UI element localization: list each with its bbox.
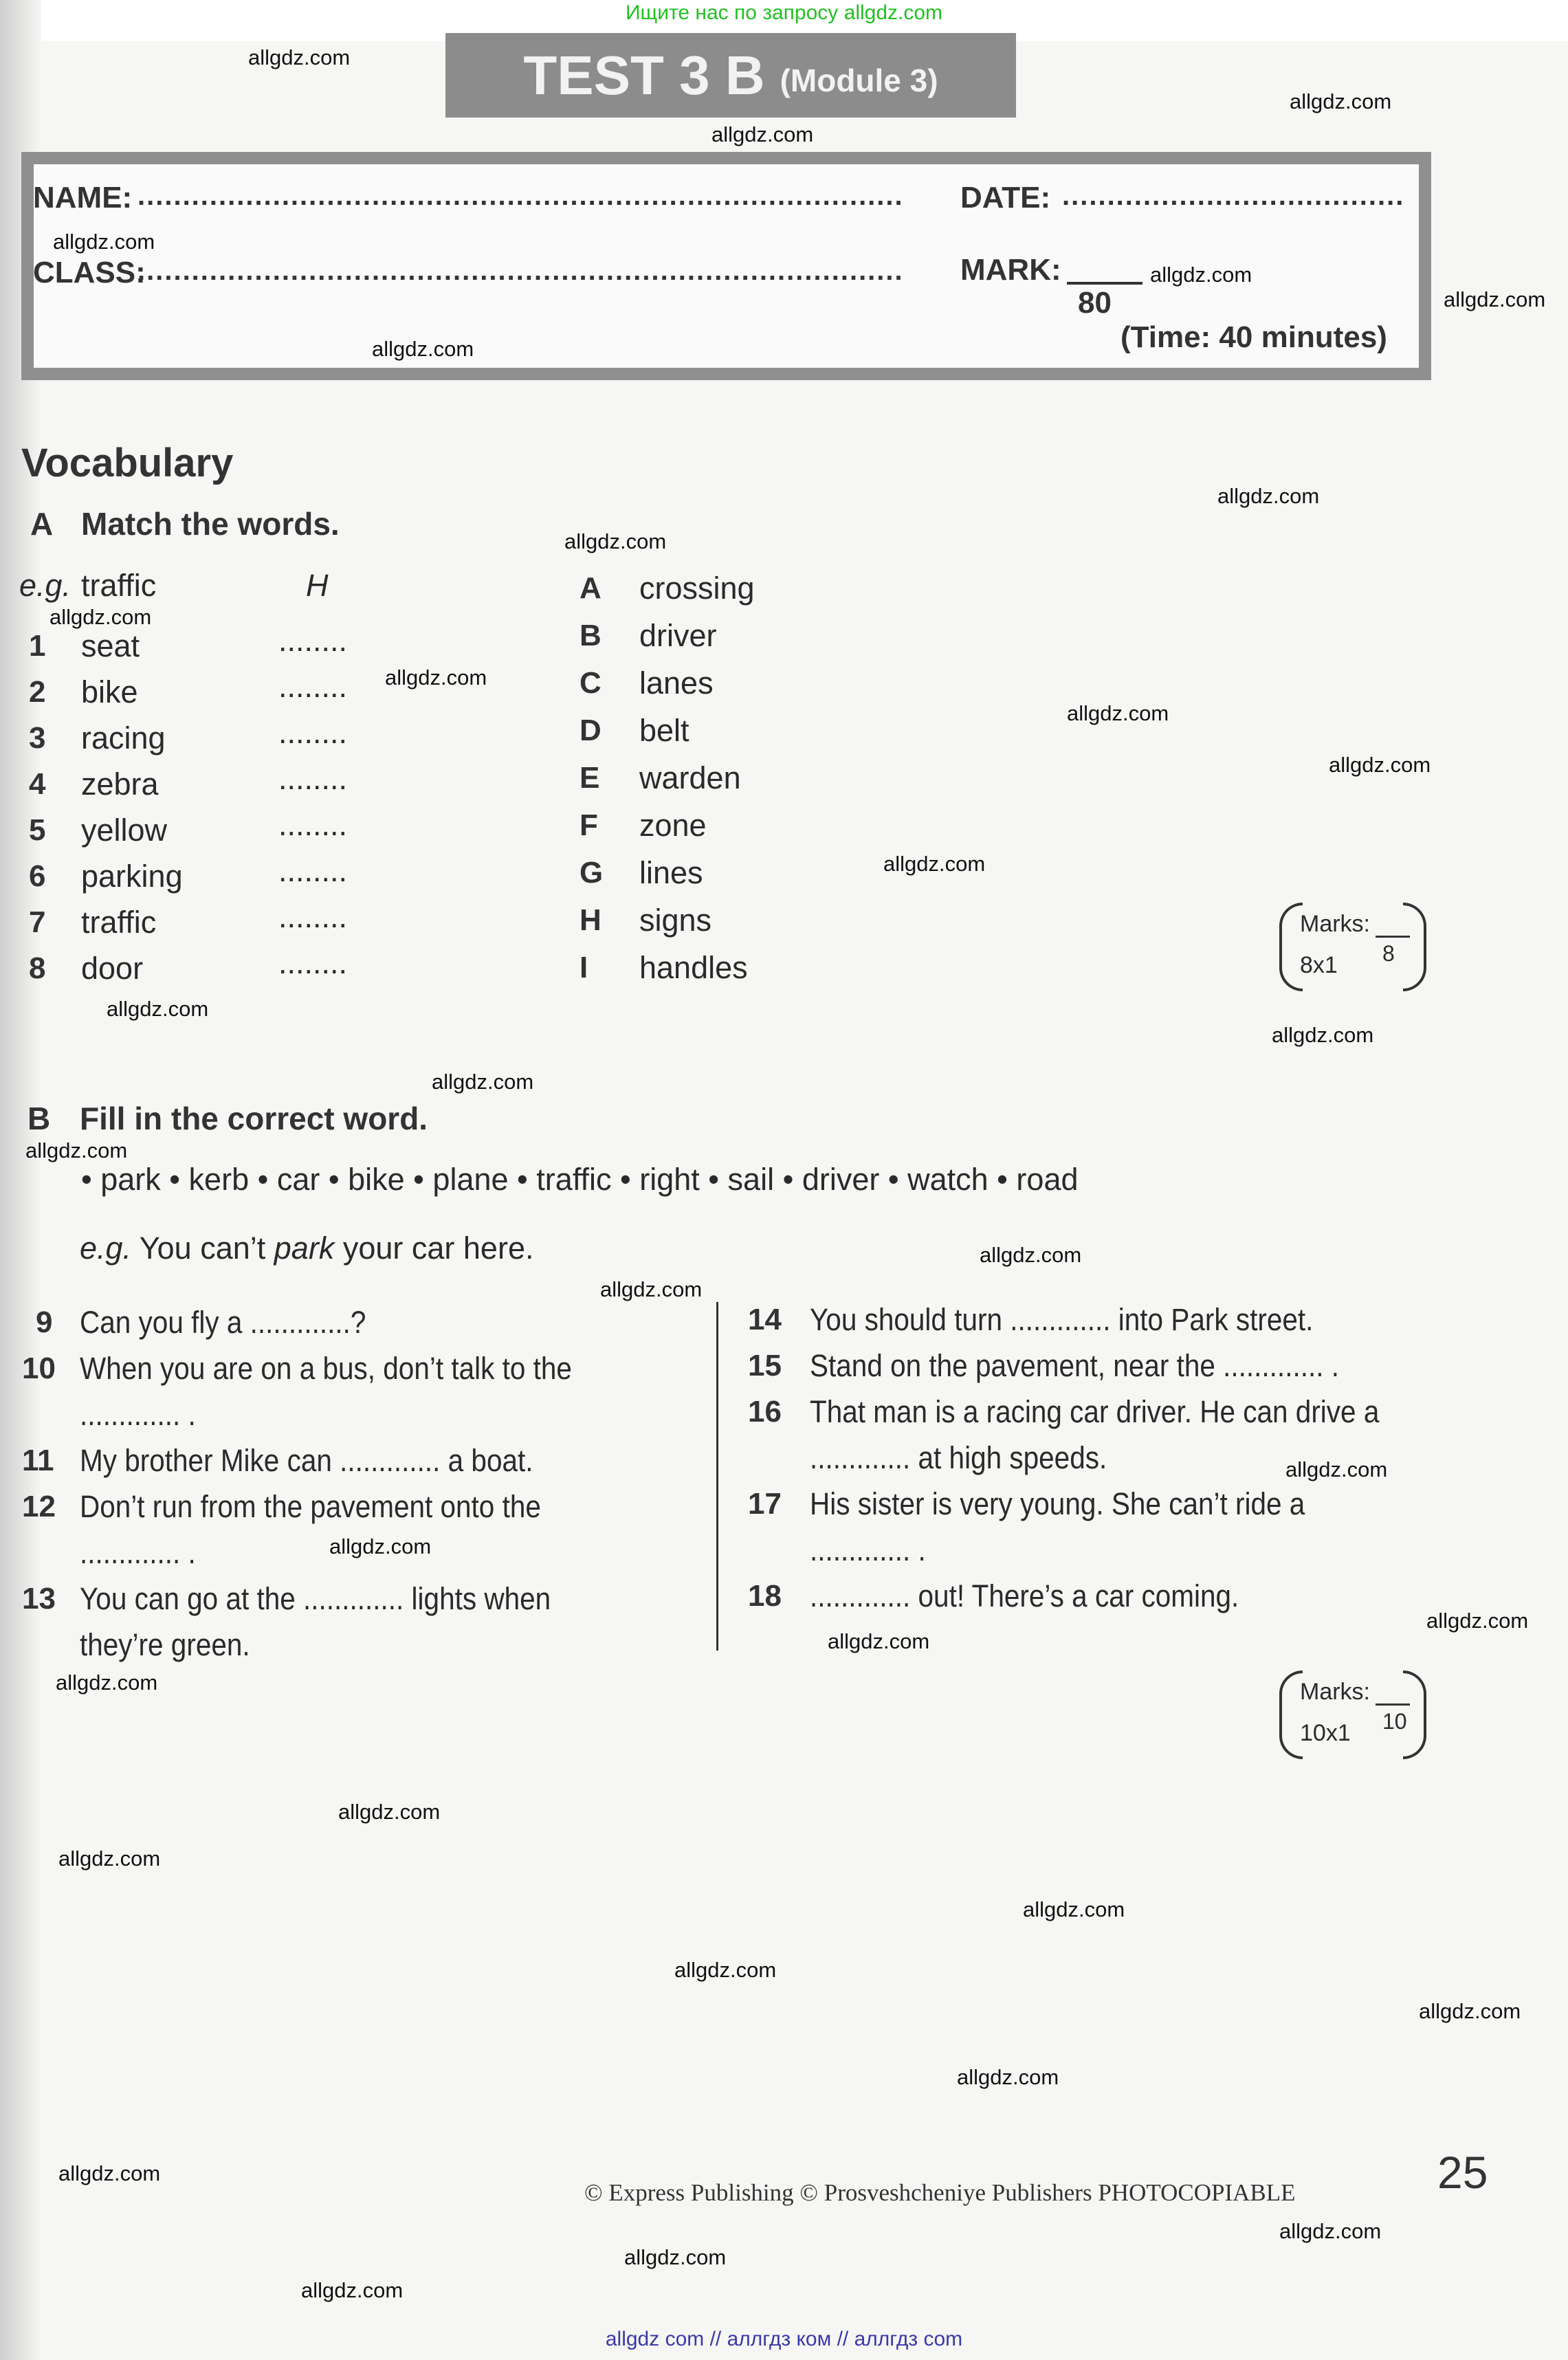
watermark: allgdz.com xyxy=(1067,701,1169,725)
watermark: allgdz.com xyxy=(564,529,667,553)
marks-total: 8 xyxy=(1382,941,1395,966)
task-a-letter: A xyxy=(30,506,54,542)
option-letter: B xyxy=(579,619,601,652)
example-word: traffic xyxy=(81,568,157,603)
option-word: lanes xyxy=(639,665,714,701)
watermark: allgdz.com xyxy=(107,997,209,1021)
question-text: You should turn ............. into Park street. xyxy=(810,1302,1314,1337)
watermark: allgdz.com xyxy=(25,1138,128,1162)
item-word: door xyxy=(81,951,144,986)
copyright: © Express Publishing © Prosveshcheniye Publishers PHOTOCOPIABLE xyxy=(584,2179,1296,2206)
watermark: allgdz.com xyxy=(1023,1897,1125,1921)
question-text: Can you fly a .............? xyxy=(80,1305,366,1340)
mark-line[interactable] xyxy=(1067,282,1142,285)
watermark: allgdz.com xyxy=(58,1846,161,1871)
question-number: 15 xyxy=(748,1349,782,1382)
item-word: yellow xyxy=(81,813,168,848)
watermark: allgdz.com xyxy=(1419,1999,1521,2023)
watermark: allgdz.com xyxy=(1329,753,1431,777)
option-word: handles xyxy=(639,950,748,985)
watermark: allgdz.com xyxy=(338,1800,441,1824)
task-b-letter: B xyxy=(27,1101,51,1136)
watermark: allgdz.com xyxy=(711,122,814,146)
module-label: (Module 3) xyxy=(780,62,938,98)
page-number: 25 xyxy=(1437,2147,1488,2198)
class-label: CLASS: xyxy=(33,256,146,289)
column-divider xyxy=(716,1302,718,1651)
marks-label: Marks: xyxy=(1300,1679,1370,1705)
watermark: allgdz.com xyxy=(624,2245,727,2269)
watermark: allgdz.com xyxy=(248,45,351,69)
answer-blank[interactable]: ........ xyxy=(278,945,348,980)
marks-box-b xyxy=(1279,1670,1426,1754)
option-word: warden xyxy=(639,760,741,795)
test-title: TEST 3 B xyxy=(523,44,765,106)
option-letter: F xyxy=(579,808,598,842)
question-text: His sister is very young. She can’t ride a xyxy=(810,1486,1305,1521)
option-letter: E xyxy=(579,761,600,795)
answer-blank[interactable]: ........ xyxy=(278,669,348,704)
example-label: e.g. xyxy=(80,1231,132,1266)
watermark: allgdz.com xyxy=(600,1277,703,1301)
item-number: 6 xyxy=(29,859,46,893)
option-letter: C xyxy=(579,666,601,700)
option-letter: I xyxy=(579,951,588,984)
marks-formula: 8x1 xyxy=(1300,952,1338,978)
question-text: When you are on a bus, don’t talk to the xyxy=(80,1351,572,1386)
item-number: 3 xyxy=(29,721,46,755)
watermark: allgdz.com xyxy=(980,1243,1082,1267)
item-word: racing xyxy=(81,720,166,756)
time-limit: (Time: 40 minutes) xyxy=(1120,320,1387,354)
task-a-instruction: Match the words. xyxy=(81,506,340,542)
watermark: allgdz.com xyxy=(1285,1457,1388,1481)
example-post: your car here. xyxy=(342,1231,534,1266)
paren-right xyxy=(1403,903,1426,991)
marks-line[interactable] xyxy=(1376,936,1410,938)
watermark: allgdz.com xyxy=(1150,263,1252,287)
question-text: ............. . xyxy=(810,1532,926,1567)
question-text: they’re green. xyxy=(80,1627,250,1662)
item-word: bike xyxy=(81,674,138,709)
option-letter: H xyxy=(579,903,601,937)
watermark: allgdz.com xyxy=(1217,484,1320,508)
watermark: allgdz.com xyxy=(329,1534,432,1558)
section-heading: Vocabulary xyxy=(21,441,234,485)
question-text: You can go at the ............. lights when xyxy=(80,1581,551,1616)
answer-blank[interactable]: ........ xyxy=(278,623,348,658)
question-text: ............. out! There’s a car coming. xyxy=(810,1578,1239,1613)
question-number: 12 xyxy=(22,1490,56,1523)
question-number: 11 xyxy=(22,1444,54,1477)
question-number: 14 xyxy=(748,1303,782,1336)
task-b-instruction: Fill in the correct word. xyxy=(80,1101,428,1136)
question-number: 16 xyxy=(748,1395,782,1429)
option-word: driver xyxy=(639,618,717,653)
item-word: zebra xyxy=(81,767,159,802)
item-number: 4 xyxy=(29,767,46,801)
test-title-banner xyxy=(445,33,1016,118)
option-word: lines xyxy=(639,855,703,890)
item-word: parking xyxy=(81,859,183,894)
watermark: allgdz.com xyxy=(1444,287,1546,311)
task-b-example xyxy=(80,1231,533,1266)
question-text: That man is a racing car driver. He can drive a xyxy=(810,1394,1380,1429)
footer-links[interactable]: allgdz com // аллгдз ком // аллгдз com xyxy=(605,2328,963,2350)
marks-line[interactable] xyxy=(1376,1703,1410,1706)
date-field[interactable]: ...................................... xyxy=(1062,181,1405,211)
question-text: ............. . xyxy=(80,1397,196,1432)
paren-left xyxy=(1279,1670,1303,1759)
option-word: zone xyxy=(639,808,707,843)
mark-total: 80 xyxy=(1078,286,1112,320)
item-number: 5 xyxy=(29,813,46,847)
watermark: allgdz.com xyxy=(53,230,155,254)
watermark: allgdz.com xyxy=(385,665,487,690)
answer-blank[interactable]: ........ xyxy=(278,715,348,750)
question-text: Don’t run from the pavement onto the xyxy=(80,1489,541,1524)
answer-blank[interactable]: ........ xyxy=(278,807,348,842)
item-number: 8 xyxy=(29,951,46,985)
watermark: allgdz.com xyxy=(372,337,474,361)
question-number: 10 xyxy=(22,1352,56,1385)
item-number: 1 xyxy=(29,629,46,663)
watermark: allgdz.com xyxy=(1290,89,1392,113)
answer-blank[interactable]: ........ xyxy=(278,853,348,888)
option-word: signs xyxy=(639,903,712,938)
example-answer: H xyxy=(306,568,329,603)
answer-blank[interactable]: ........ xyxy=(278,899,348,934)
watermark: allgdz.com xyxy=(1426,1609,1529,1633)
option-letter: G xyxy=(579,856,604,890)
question-number: 17 xyxy=(748,1487,782,1521)
watermark: allgdz.com xyxy=(58,2161,161,2185)
marks-formula: 10x1 xyxy=(1300,1720,1351,1746)
paren-left xyxy=(1279,903,1303,991)
name-field[interactable]: ..................................................................................... xyxy=(137,181,904,211)
watermark: allgdz.com xyxy=(957,2065,1059,2089)
question-text: ............. at high speeds. xyxy=(810,1440,1107,1475)
question-text: ............. . xyxy=(80,1535,196,1570)
search-note: Ищите нас по запросу allgdz.com xyxy=(625,1,943,24)
question-number: 13 xyxy=(22,1582,56,1615)
option-word: crossing xyxy=(639,571,755,606)
question-text: My brother Mike can ............. a boat. xyxy=(80,1443,533,1478)
example-label: e.g. xyxy=(19,568,71,603)
watermark: allgdz.com xyxy=(674,1958,777,1982)
marks-total: 10 xyxy=(1382,1709,1407,1734)
watermark: allgdz.com xyxy=(432,1070,534,1094)
watermark: allgdz.com xyxy=(49,605,152,629)
option-letter: D xyxy=(579,714,601,747)
watermark: allgdz.com xyxy=(56,1670,158,1695)
watermark: allgdz.com xyxy=(828,1629,930,1653)
option-letter: A xyxy=(579,571,601,605)
answer-blank[interactable]: ........ xyxy=(278,761,348,796)
date-label: DATE: xyxy=(960,181,1051,214)
watermark: allgdz.com xyxy=(1279,2219,1382,2243)
question-number: 9 xyxy=(36,1305,53,1339)
question-number: 18 xyxy=(748,1579,782,1613)
marks-label: Marks: xyxy=(1300,911,1370,937)
item-word: traffic xyxy=(81,905,157,940)
question-text: Stand on the pavement, near the ............. . xyxy=(810,1348,1339,1383)
name-label: NAME: xyxy=(33,181,133,214)
marks-box-a xyxy=(1279,903,1426,986)
item-word: seat xyxy=(81,628,140,663)
item-number: 2 xyxy=(29,675,46,709)
class-field[interactable]: ..................................................................................... xyxy=(137,256,904,286)
example-pre: You can’t xyxy=(139,1231,266,1266)
watermark: allgdz.com xyxy=(301,2278,404,2302)
watermark: allgdz.com xyxy=(1272,1023,1374,1047)
example-answer: park xyxy=(274,1231,335,1266)
item-number: 7 xyxy=(29,905,46,939)
mark-label: MARK: xyxy=(960,253,1061,287)
word-bank: • park • kerb • car • bike • plane • traffic • right • sail • driver • watch • road xyxy=(81,1162,1079,1197)
option-word: belt xyxy=(639,713,689,748)
watermark: allgdz.com xyxy=(883,852,986,876)
